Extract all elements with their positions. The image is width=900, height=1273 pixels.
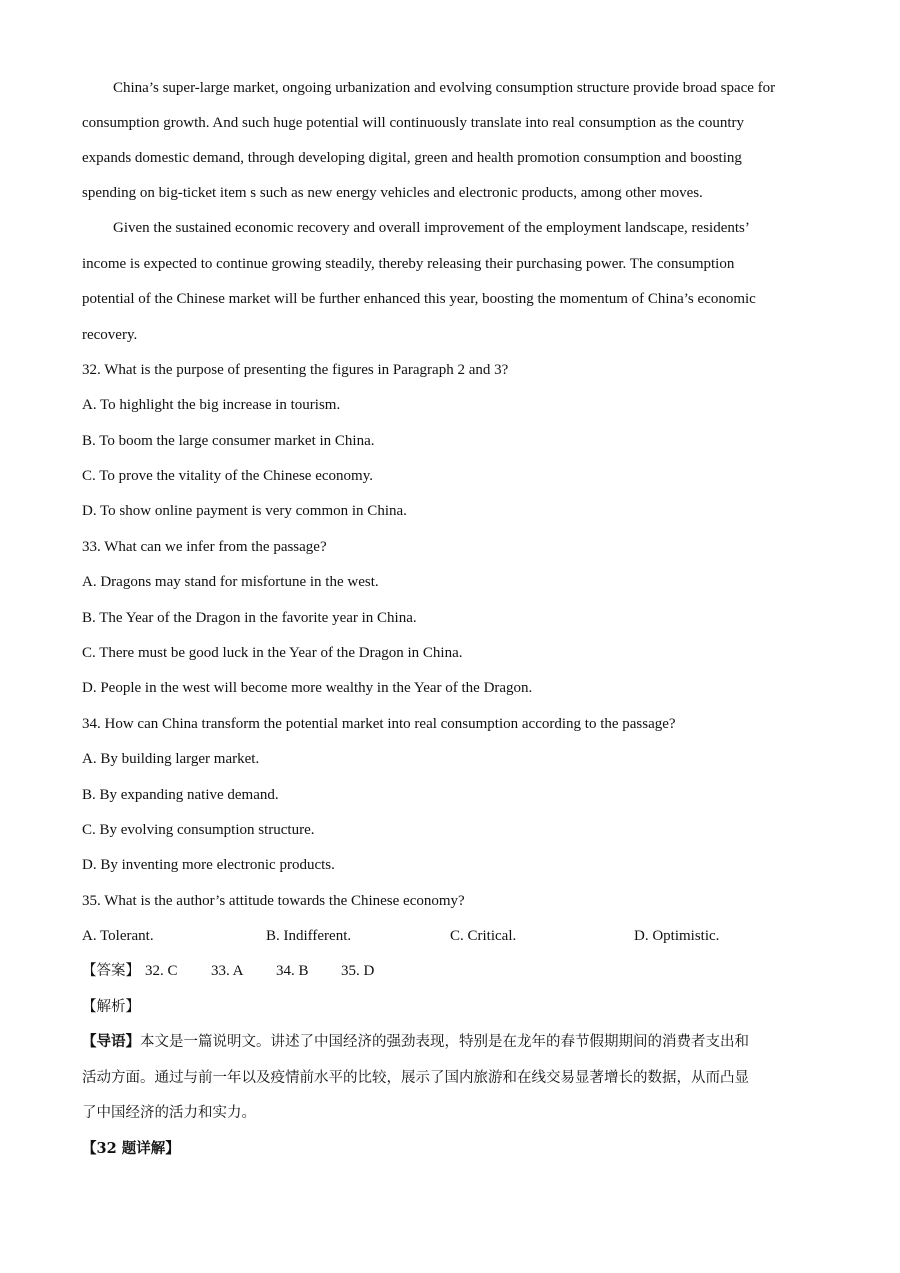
option-a: A. To highlight the big increase in tourism.: [82, 397, 341, 413]
option-c: C. There must be good luck in the Year of the Dragon in China.: [82, 645, 463, 661]
option-a: A. By building larger market.: [82, 751, 260, 767]
passage-line: recovery.: [82, 327, 138, 343]
option-d: D. To show online payment is very common in China.: [82, 503, 407, 519]
option-b: B. The Year of the Dragon in the favorite year in China.: [82, 610, 417, 626]
passage-line: China’s super-large market, ongoing urbanization and evolving consumption structure provide broad space for: [113, 80, 776, 96]
answer-item: 33. A: [211, 963, 244, 979]
guide-line-1: [82, 1032, 749, 1052]
answer-item: 34. B: [276, 963, 309, 979]
question-stem: 33. What can we infer from the passage?: [82, 539, 327, 555]
option-d: D. By inventing more electronic products.: [82, 857, 335, 873]
question-stem: 35. What is the author’s attitude towards the Chinese economy?: [82, 893, 465, 909]
guide-line: 了中国经济的活力和实力。: [82, 1105, 256, 1121]
analysis-label: 【解析】: [82, 999, 140, 1015]
option-d: D. People in the west will become more wealthy in the Year of the Dragon.: [82, 680, 533, 696]
passage-line: spending on big-ticket item s such as new energy vehicles and electronic products, among other moves.: [82, 185, 703, 201]
option-c: C. By evolving consumption structure.: [82, 822, 315, 838]
option-b: B. By expanding native demand.: [82, 787, 279, 803]
option-d: D. Optimistic.: [634, 928, 720, 944]
option-c: C. To prove the vitality of the Chinese economy.: [82, 468, 373, 484]
option-c: C. Critical.: [450, 928, 517, 944]
detail-heading: 【32 题详解】: [82, 1140, 180, 1157]
guide-label: 【导语】: [82, 1033, 140, 1050]
option-a: A. Tolerant.: [82, 928, 154, 944]
guide-text: 本文是一篇说明文。讲述了中国经济的强劲表现，特别是在龙年的春节假期期间的消费者支出和: [140, 1034, 749, 1050]
option-a: A. Dragons may stand for misfortune in the west.: [82, 574, 379, 590]
guide-line: 活动方面。通过与前一年以及疫情前水平的比较，展示了国内旅游和在线交易显著增长的数据，从而凸显: [82, 1070, 749, 1086]
passage-line: consumption growth. And such huge potential will continuously translate into real consumption as the country: [82, 115, 744, 131]
answer-item: 32. C: [145, 963, 178, 979]
answer-label: 【答案】: [82, 963, 140, 979]
passage-line: Given the sustained economic recovery and overall improvement of the employment landscape, residents’: [113, 220, 750, 236]
passage-line: expands domestic demand, through developing digital, green and health promotion consumption and boosting: [82, 150, 742, 166]
passage-line: income is expected to continue growing steadily, thereby releasing their purchasing power. The consumption: [82, 256, 735, 272]
passage-line: potential of the Chinese market will be further enhanced this year, boosting the momentum of China’s economic: [82, 291, 756, 307]
answer-item: 35. D: [341, 963, 375, 979]
question-stem: 34. How can China transform the potential market into real consumption according to the passage?: [82, 716, 676, 732]
option-b: B. Indifferent.: [266, 928, 352, 944]
question-stem: 32. What is the purpose of presenting the figures in Paragraph 2 and 3?: [82, 362, 509, 378]
option-b: B. To boom the large consumer market in China.: [82, 433, 375, 449]
